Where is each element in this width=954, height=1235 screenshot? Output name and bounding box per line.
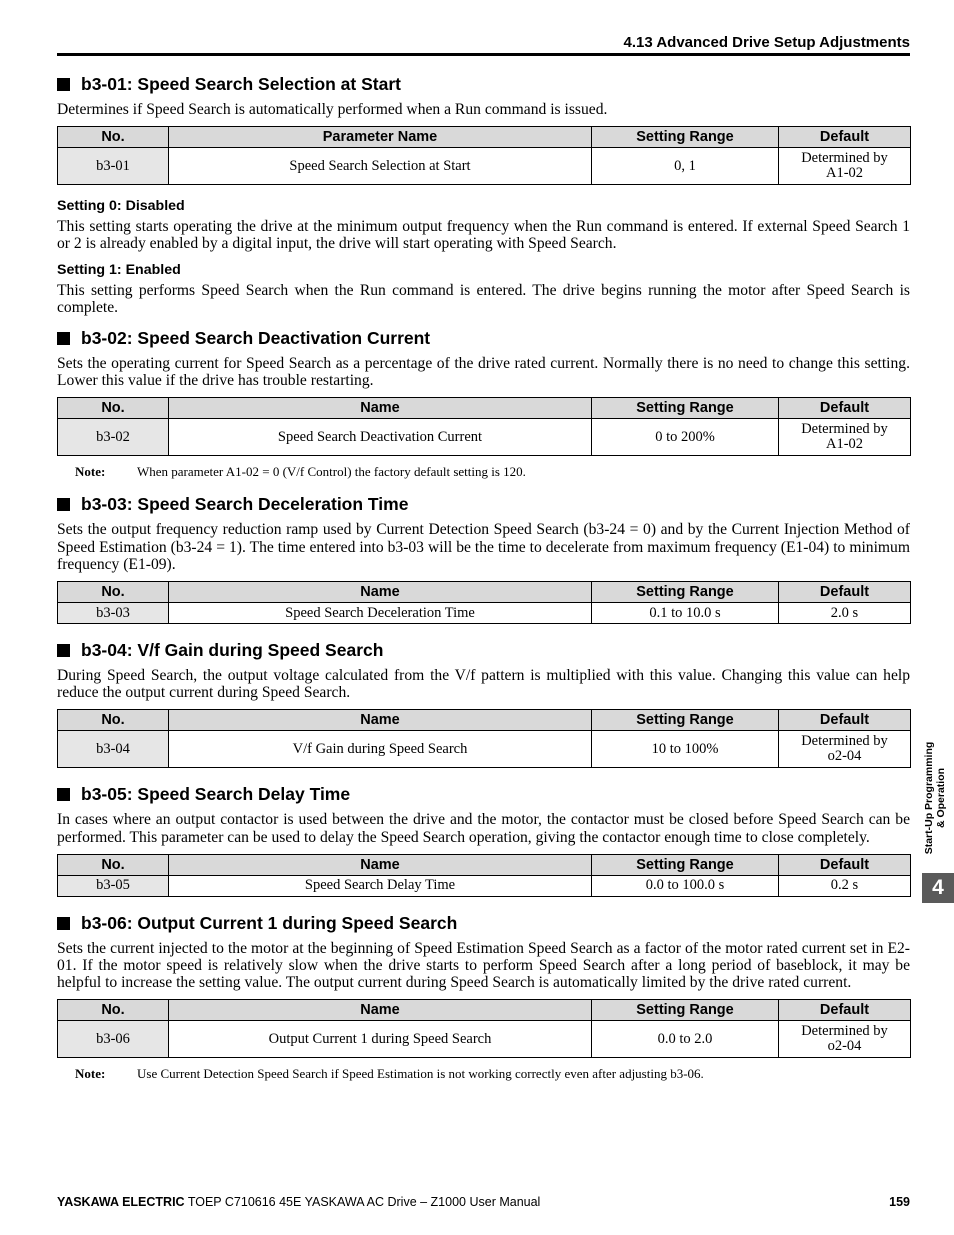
parameter-table	[57, 581, 911, 624]
col-header-no: No.	[58, 398, 169, 419]
col-header-range: Setting Range	[592, 710, 779, 731]
section-b3-02	[57, 324, 910, 480]
chapter-side-tab-label	[923, 742, 947, 855]
col-header-name: Parameter Name	[169, 127, 592, 148]
cell-range: 0, 1	[592, 148, 779, 185]
cell-default: 0.2 s	[779, 875, 911, 896]
col-header-no: No.	[58, 854, 169, 875]
setting-heading: Setting 0: Disabled	[57, 198, 185, 215]
parameter-table	[57, 397, 911, 456]
page-number: 159	[889, 1195, 910, 1209]
cell-name: V/f Gain during Speed Search	[169, 731, 592, 768]
table-header-row	[58, 127, 911, 148]
section-description: In cases where an output contactor is used between the drive and the motor, the contactor must be closed before Speed Search can be performed. This parameter can be used to delay the Speed Search operation, giving the contactor enough time to close completely.	[57, 811, 910, 846]
note-text: When parameter A1-02 = 0 (V/f Control) the factory default setting is 120.	[137, 464, 526, 480]
col-header-default: Default	[779, 582, 911, 603]
col-header-range: Setting Range	[592, 1000, 779, 1021]
section-b3-05	[57, 780, 910, 896]
col-header-name: Name	[169, 710, 592, 731]
square-bullet-icon	[57, 644, 70, 657]
cell-default	[779, 419, 911, 456]
table-row	[58, 148, 911, 185]
side-tab-line-1: Start-Up Programming	[923, 741, 935, 855]
col-header-range: Setting Range	[592, 582, 779, 603]
note	[75, 1066, 910, 1082]
parameter-table	[57, 854, 911, 897]
table-row	[58, 603, 911, 624]
section-heading	[57, 324, 910, 352]
col-header-name: Name	[169, 398, 592, 419]
section-heading	[57, 636, 910, 664]
col-header-name: Name	[169, 1000, 592, 1021]
default-line-1: Determined by	[801, 1023, 888, 1040]
cell-default: 2.0 s	[779, 603, 911, 624]
col-header-name: Name	[169, 582, 592, 603]
section-b3-04	[57, 636, 910, 768]
note-text: Use Current Detection Speed Search if Speed Estimation is not working correctly even after adjusting b3-06.	[137, 1066, 704, 1082]
setting-description: This setting starts operating the drive at the minimum output frequency when the Run command is entered. If external Speed Search 1 or 2 is already enabled by a digital input, the drive will start operating with Speed Search.	[57, 218, 910, 253]
cell-range: 0.1 to 10.0 s	[592, 603, 779, 624]
table-row	[58, 731, 911, 768]
default-line-2: o2-04	[827, 748, 862, 765]
section-description: Sets the current injected to the motor at the beginning of Speed Estimation Speed Search as a factor of the motor rated current set in E2-01. If the motor speed is relatively slow when the drive starts to perform Speed Search after a long period of baseblock, it may be helpful to increase the setting value. The output current during Speed Search is automatically limited by the drive rated current.	[57, 939, 910, 992]
square-bullet-icon	[57, 917, 70, 930]
chapter-side-tab	[922, 733, 948, 863]
setting-description: This setting performs Speed Search when the Run command is entered. The drive begins running the motor after Speed Search is complete.	[57, 281, 910, 316]
square-bullet-icon	[57, 332, 70, 345]
table-header-row	[58, 398, 911, 419]
col-header-no: No.	[58, 710, 169, 731]
header-rule	[57, 53, 910, 56]
table-header-row	[58, 854, 911, 875]
square-bullet-icon	[57, 788, 70, 801]
cell-range: 0.0 to 2.0	[592, 1021, 779, 1058]
cell-no: b3-01	[58, 148, 169, 185]
square-bullet-icon	[57, 498, 70, 511]
cell-name: Speed Search Deceleration Time	[169, 603, 592, 624]
section-b3-01	[57, 70, 910, 316]
cell-name: Speed Search Delay Time	[169, 875, 592, 896]
side-tab-line-2: & Operation	[935, 767, 947, 829]
default-line-1: Determined by	[801, 150, 888, 167]
col-header-no: No.	[58, 1000, 169, 1021]
note-label: Note:	[75, 464, 106, 480]
cell-no: b3-02	[58, 419, 169, 456]
section-b3-03	[57, 490, 910, 624]
cell-no: b3-05	[58, 875, 169, 896]
cell-name: Speed Search Deactivation Current	[169, 419, 592, 456]
running-header: 4.13 Advanced Drive Setup Adjustments	[623, 34, 910, 51]
page-content	[57, 70, 910, 1092]
section-description: Sets the output frequency reduction ramp used by Current Detection Speed Search (b3-24 = 0) and by the Current Injection Method of Speed Estimation (b3-24 = 1). The time entered into b3-03 will be the time to decelerate from maximum frequency (E1-04) to minimum frequency (E1-09).	[57, 521, 910, 573]
col-header-no: No.	[58, 582, 169, 603]
footer-brand: YASKAWA ELECTRIC	[57, 1195, 185, 1209]
section-heading	[57, 70, 910, 98]
table-header-row	[58, 582, 911, 603]
col-header-default: Default	[779, 1000, 911, 1021]
table-row	[58, 875, 911, 896]
footer-doc: TOEP C710616 45E YASKAWA AC Drive – Z1000 User Manual	[187, 1195, 541, 1209]
section-heading	[57, 490, 910, 518]
cell-no: b3-06	[58, 1021, 169, 1058]
table-row	[58, 419, 911, 456]
section-b3-06	[57, 909, 910, 1083]
note-label: Note:	[75, 1066, 106, 1082]
cell-default	[779, 1021, 911, 1058]
default-line-2: A1-02	[825, 165, 864, 182]
section-title: b3-01: Speed Search Selection at Start	[81, 74, 401, 94]
col-header-default: Default	[779, 127, 911, 148]
section-title: b3-02: Speed Search Deactivation Current	[81, 328, 431, 349]
section-title: b3-06: Output Current 1 during Speed Search	[81, 912, 458, 933]
col-header-range: Setting Range	[592, 854, 779, 875]
table-header-row	[58, 1000, 911, 1021]
cell-name: Speed Search Selection at Start	[169, 148, 592, 185]
col-header-default: Default	[779, 854, 911, 875]
table-header-row	[58, 710, 911, 731]
col-header-name: Name	[169, 854, 592, 875]
cell-range: 0 to 200%	[592, 419, 779, 456]
chapter-number: 4	[922, 873, 954, 903]
section-description: Sets the operating current for Speed Search as a percentage of the drive rated current. Normally there is no need to change this setting. Lower this value if the drive has trouble restarting.	[57, 355, 910, 390]
col-header-default: Default	[779, 398, 911, 419]
col-header-default: Default	[779, 710, 911, 731]
col-header-no: No.	[58, 127, 169, 148]
page-footer	[57, 1193, 910, 1211]
setting-heading: Setting 1: Enabled	[57, 261, 181, 278]
cell-no: b3-04	[58, 731, 169, 768]
cell-default	[779, 731, 911, 768]
section-title: b3-03: Speed Search Deceleration Time	[81, 494, 409, 515]
section-title: b3-04: V/f Gain during Speed Search	[81, 640, 384, 661]
section-description: During Speed Search, the output voltage calculated from the V/f pattern is multiplied with this value. Changing this value can help reduce the output current during Speed Search.	[57, 667, 910, 702]
parameter-table	[57, 709, 911, 768]
table-row	[58, 1021, 911, 1058]
cell-range: 0.0 to 100.0 s	[592, 875, 779, 896]
default-line-2: A1-02	[825, 436, 864, 453]
default-line-1: Determined by	[801, 733, 888, 750]
section-title: b3-05: Speed Search Delay Time	[81, 784, 351, 805]
square-bullet-icon	[57, 78, 70, 91]
section-description: Determines if Speed Search is automatically performed when a Run command is issued.	[57, 101, 608, 118]
cell-default	[779, 148, 911, 185]
col-header-range: Setting Range	[592, 127, 779, 148]
note	[75, 464, 910, 480]
default-line-1: Determined by	[801, 421, 888, 438]
col-header-range: Setting Range	[592, 398, 779, 419]
cell-no: b3-03	[58, 603, 169, 624]
default-line-2: o2-04	[827, 1038, 862, 1055]
section-heading	[57, 909, 910, 937]
parameter-table	[57, 126, 911, 185]
cell-name: Output Current 1 during Speed Search	[169, 1021, 592, 1058]
cell-range: 10 to 100%	[592, 731, 779, 768]
section-heading	[57, 780, 910, 808]
parameter-table	[57, 999, 911, 1058]
